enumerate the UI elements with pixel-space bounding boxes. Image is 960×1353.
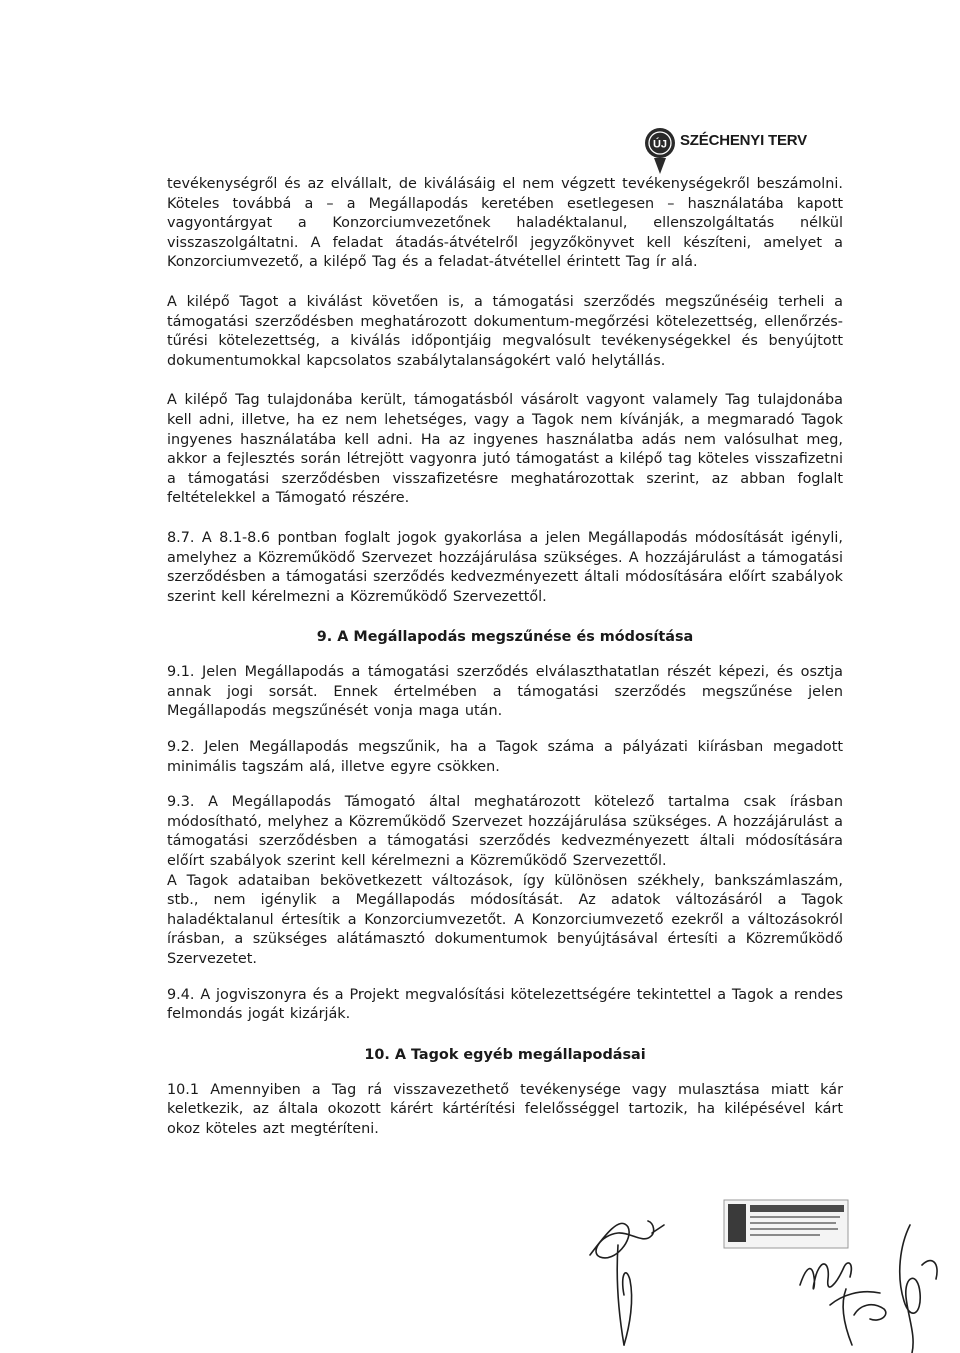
paragraph-9-3: 9.3. A Megállapodás Támogató által meghatározott kötelező tartalma csak írásban módosítható, melyhez a Közreműködő Szervezet hozzájárulása szükséges. A hozzájárulást a támogatási szerződésben a támogatási szerződés kedvezményezett általi módosítására előírt szabályok szerint kell kérelmezni a Közreműködő Szervezettől.	[167, 794, 843, 870]
section-heading-10: 10. A Tagok egyéb megállapodásai	[364, 1046, 646, 1063]
paragraph-data-changes: A Tagok adataiban bekövetkezett változások, így különösen székhely, bankszámlaszám, stb., nem igénylik a Megállapodás módosítását. Az adatok változásáról a Tagok haladéktalanul értesítik a Konzorciumvezetőt. A Konzorciumvezető ezekről a változásokról írásban, a szükséges alátámasztó dokumentumok benyújtásával értesíti a Közreműködő Szervezetet.	[167, 872, 843, 967]
document-body	[167, 175, 843, 1140]
logo-text: SZÉCHENYI TERV	[680, 132, 807, 149]
section-heading-9: 9. A Megállapodás megszűnése és módosítása	[316, 629, 694, 646]
paragraph-10-1: 10.1 Amennyiben a Tag rá visszavezethető tevékenysége vagy mulasztása miatt kár keletkezik, az általa okozott kárért kártérítési felelősséggel tartozik, ha kilépésével kárt okoz köteles azt megtéríteni.	[167, 1081, 843, 1137]
paragraph-asset-transfer: A kilépő Tag tulajdonába került, támogatásból vásárolt vagyont valamely Tag tulajdonába kell adni, illetve, ha ez nem lehetséges, vagy a Tagok nem kívánják, a megmaradó Tagok ingyenes használatába kell adni. Ha az ingyenes használatba adás nem valósulhat meg, akkor a fejlesztés során létrejött vagyonra jutó támogatást a kilépő tag köteles visszafizetni a támogatási szerződésben visszafizetésre meghatározottak szerint, az abban foglalt feltételekkel a Támogató részére.	[167, 392, 843, 507]
paragraph-8-7: 8.7. A 8.1-8.6 pontban foglalt jogok gyakorlása a jelen Megállapodás módosítását igényli, amelyhez a Közreműködő Szervezet hozzájárulása szükséges. A hozzájárulást a támogatási szerződésben a támogatási szerződés kedvezményezett általi módosítására előírt szabályok szerint kell kérelmezni a Közreműködő Szervezettől.	[167, 529, 843, 605]
handwritten-signatures-icon	[560, 1205, 960, 1353]
paragraph-reporting-obligation: tevékenységről és az elvállalt, de kiválásáig el nem végzett tevékenységekről beszámolni. Köteles továbbá a – a Megállapodás keretében esetlegesen – használatába kapott vagyontárgyat a Konzorciumvezetőnek haladéktalanul, ellenszolgáltatás nélkül visszaszolgáltatni. A feladat átadás-átvételről jegyzőkönyvet kell készíteni, amelyet a Konzorciumvezető, a kilépő Tag és a feladat-átvétellel érintett Tag ír alá.	[167, 176, 843, 271]
paragraph-9-4: 9.4. A jogviszonyra és a Projekt megvalósítási kötelezettségére tekintettel a Tagok a rendes felmondás jogát kizárják.	[167, 986, 843, 1023]
logo-badge-text: ÚJ	[652, 138, 668, 151]
paragraph-liability-after-exit: A kilépő Tagot a kiválást követően is, a támogatási szerződés megszűnéséig terheli a támogatási szerződésben meghatározott dokumentum-megőrzési kötelezettség, ellenőrzés-tűrési kötelezettség, a kiválás időpontjáig megvalósult tevékenységekkel és benyújtott dokumentumokkal kapcsolatos szabálytalanságokért való helytállás.	[167, 293, 843, 369]
paragraph-9-2: 9.2. Jelen Megállapodás megszűnik, ha a Tagok száma a pályázati kiírásban megadott minimális tagszám alá, illetve egyre csökken.	[167, 739, 843, 775]
paragraph-9-1: 9.1. Jelen Megállapodás a támogatási szerződés elválaszthatatlan részét képezi, és osztja annak jogi sorsát. Ennek értelmében a támogatási szerződés megszűnése jelen Megállapodás megszűnését vonja maga után.	[167, 664, 843, 720]
